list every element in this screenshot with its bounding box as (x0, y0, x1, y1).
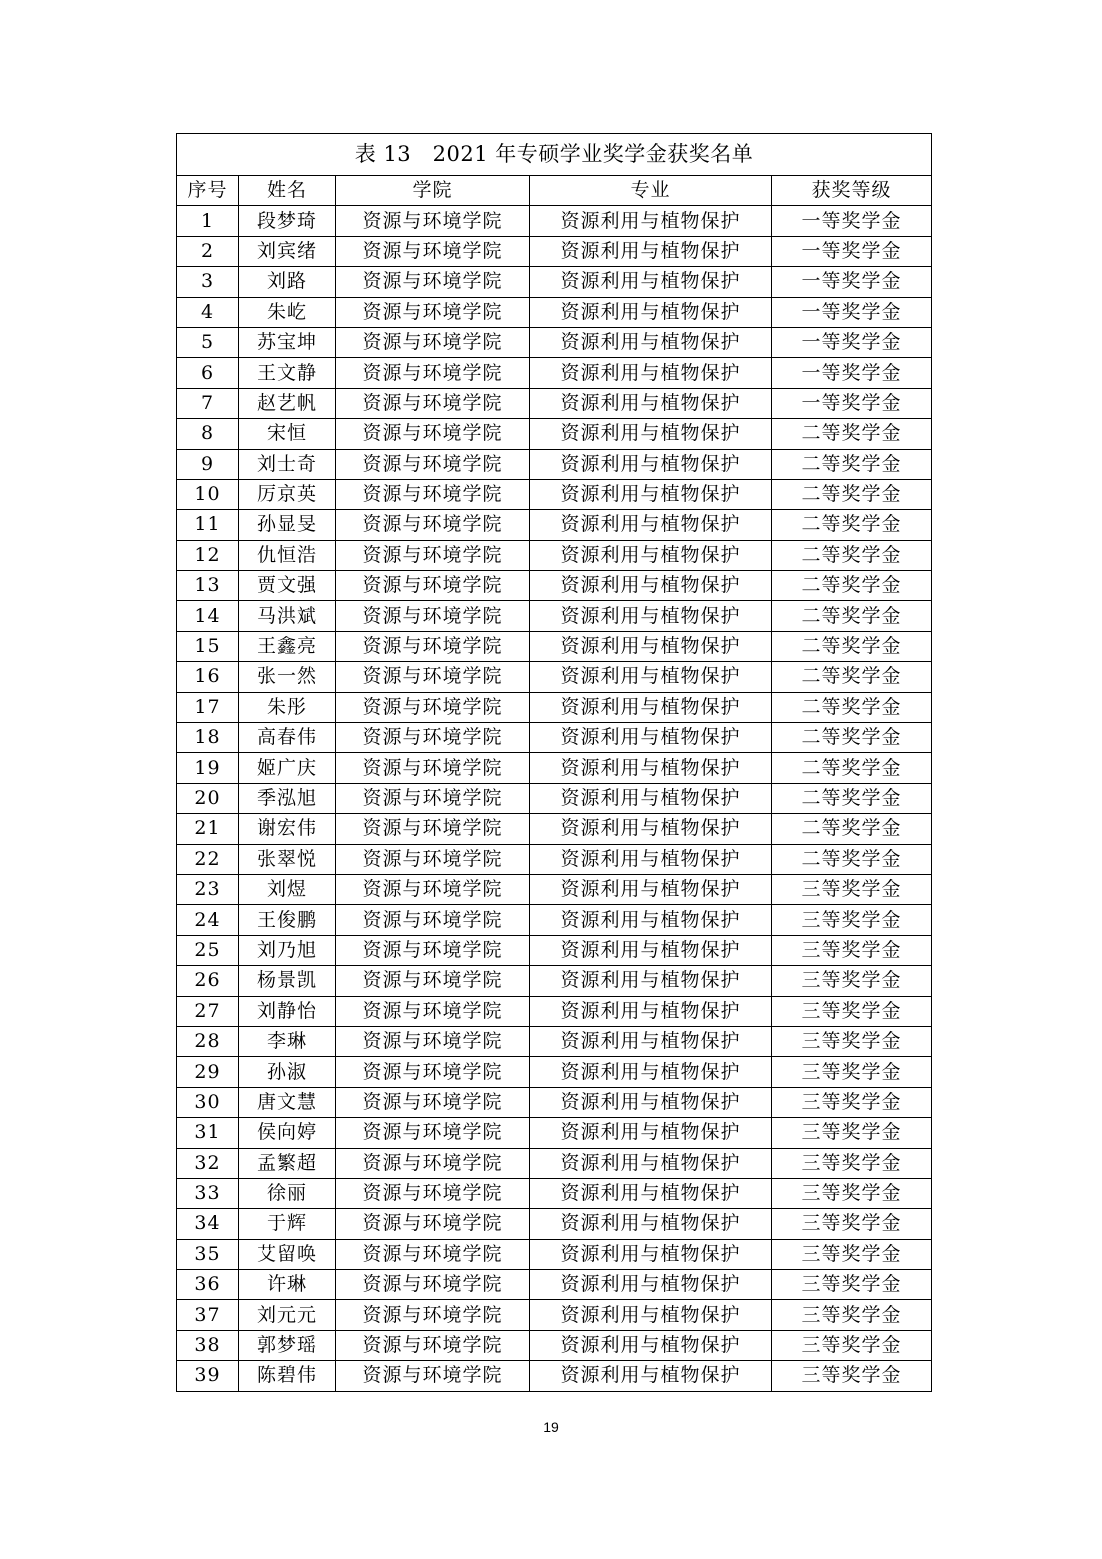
table-row (177, 267, 932, 297)
cell-index: 14 (177, 601, 239, 631)
cell-major: 资源利用与植物保护 (530, 844, 772, 874)
cell-college: 资源与环境学院 (336, 1118, 530, 1148)
cell-award-level: 二等奖学金 (772, 753, 932, 783)
cell-award-level: 二等奖学金 (772, 723, 932, 753)
cell-college: 资源与环境学院 (336, 1239, 530, 1269)
cell-index: 7 (177, 388, 239, 418)
cell-major: 资源利用与植物保护 (530, 327, 772, 357)
cell-index: 9 (177, 449, 239, 479)
table-row (177, 1148, 932, 1178)
table-row (177, 1300, 932, 1330)
cell-major: 资源利用与植物保护 (530, 510, 772, 540)
cell-award-level: 一等奖学金 (772, 358, 932, 388)
table-row (177, 1087, 932, 1117)
cell-index: 30 (177, 1087, 239, 1117)
cell-major: 资源利用与植物保护 (530, 419, 772, 449)
cell-major: 资源利用与植物保护 (530, 479, 772, 509)
cell-name: 王鑫亮 (239, 631, 336, 661)
cell-college: 资源与环境学院 (336, 1087, 530, 1117)
cell-college: 资源与环境学院 (336, 966, 530, 996)
table-header-row (177, 176, 932, 206)
cell-college: 资源与环境学院 (336, 358, 530, 388)
cell-index: 24 (177, 905, 239, 935)
table-row (177, 1209, 932, 1239)
cell-index: 25 (177, 935, 239, 965)
header-major: 专业 (530, 176, 772, 206)
cell-name: 徐丽 (239, 1178, 336, 1208)
cell-index: 22 (177, 844, 239, 874)
cell-award-level: 二等奖学金 (772, 844, 932, 874)
cell-college: 资源与环境学院 (336, 510, 530, 540)
cell-award-level: 三等奖学金 (772, 1270, 932, 1300)
cell-name: 苏宝坤 (239, 327, 336, 357)
table-row (177, 753, 932, 783)
cell-award-level: 一等奖学金 (772, 327, 932, 357)
cell-college: 资源与环境学院 (336, 1178, 530, 1208)
header-index: 序号 (177, 176, 239, 206)
cell-college: 资源与环境学院 (336, 783, 530, 813)
cell-award-level: 三等奖学金 (772, 966, 932, 996)
cell-index: 28 (177, 1026, 239, 1056)
table-row (177, 966, 932, 996)
cell-award-level: 二等奖学金 (772, 692, 932, 722)
cell-college: 资源与环境学院 (336, 692, 530, 722)
cell-college: 资源与环境学院 (336, 236, 530, 266)
table-row (177, 844, 932, 874)
cell-major: 资源利用与植物保护 (530, 1148, 772, 1178)
cell-college: 资源与环境学院 (336, 267, 530, 297)
cell-award-level: 一等奖学金 (772, 267, 932, 297)
cell-college: 资源与环境学院 (336, 206, 530, 236)
cell-college: 资源与环境学院 (336, 814, 530, 844)
cell-name: 刘煜 (239, 874, 336, 904)
cell-name: 侯向婷 (239, 1118, 336, 1148)
cell-major: 资源利用与植物保护 (530, 206, 772, 236)
cell-index: 34 (177, 1209, 239, 1239)
cell-award-level: 二等奖学金 (772, 814, 932, 844)
cell-major: 资源利用与植物保护 (530, 662, 772, 692)
cell-award-level: 二等奖学金 (772, 479, 932, 509)
table-row (177, 662, 932, 692)
cell-college: 资源与环境学院 (336, 905, 530, 935)
cell-college: 资源与环境学院 (336, 571, 530, 601)
cell-award-level: 二等奖学金 (772, 419, 932, 449)
cell-award-level: 一等奖学金 (772, 297, 932, 327)
table-row (177, 1178, 932, 1208)
cell-college: 资源与环境学院 (336, 844, 530, 874)
cell-name: 郭梦瑶 (239, 1330, 336, 1360)
cell-major: 资源利用与植物保护 (530, 540, 772, 570)
cell-name: 马洪斌 (239, 601, 336, 631)
cell-index: 20 (177, 783, 239, 813)
table-row (177, 692, 932, 722)
cell-major: 资源利用与植物保护 (530, 1118, 772, 1148)
table-title-row (177, 134, 932, 176)
cell-index: 1 (177, 206, 239, 236)
cell-college: 资源与环境学院 (336, 419, 530, 449)
cell-award-level: 二等奖学金 (772, 571, 932, 601)
cell-major: 资源利用与植物保护 (530, 1178, 772, 1208)
cell-major: 资源利用与植物保护 (530, 267, 772, 297)
cell-index: 23 (177, 874, 239, 904)
cell-award-level: 三等奖学金 (772, 1330, 932, 1360)
cell-index: 11 (177, 510, 239, 540)
cell-index: 33 (177, 1178, 239, 1208)
table-row (177, 510, 932, 540)
cell-major: 资源利用与植物保护 (530, 1057, 772, 1087)
cell-index: 6 (177, 358, 239, 388)
cell-name: 贾文强 (239, 571, 336, 601)
cell-college: 资源与环境学院 (336, 479, 530, 509)
cell-award-level: 三等奖学金 (772, 1239, 932, 1269)
cell-name: 艾留唤 (239, 1239, 336, 1269)
table-row (177, 814, 932, 844)
cell-college: 资源与环境学院 (336, 1361, 530, 1391)
cell-award-level: 二等奖学金 (772, 631, 932, 661)
cell-index: 37 (177, 1300, 239, 1330)
page-number: 19 (543, 1419, 559, 1435)
table-row (177, 935, 932, 965)
cell-name: 杨景凯 (239, 966, 336, 996)
cell-name: 季泓旭 (239, 783, 336, 813)
cell-award-level: 一等奖学金 (772, 206, 932, 236)
cell-college: 资源与环境学院 (336, 1026, 530, 1056)
cell-major: 资源利用与植物保护 (530, 753, 772, 783)
cell-college: 资源与环境学院 (336, 327, 530, 357)
table-row (177, 1270, 932, 1300)
cell-index: 18 (177, 723, 239, 753)
cell-major: 资源利用与植物保护 (530, 1300, 772, 1330)
cell-college: 资源与环境学院 (336, 753, 530, 783)
cell-name: 孙淑 (239, 1057, 336, 1087)
cell-major: 资源利用与植物保护 (530, 631, 772, 661)
cell-major: 资源利用与植物保护 (530, 1239, 772, 1269)
header-award-level: 获奖等级 (772, 176, 932, 206)
cell-name: 李琳 (239, 1026, 336, 1056)
cell-name: 刘路 (239, 267, 336, 297)
cell-award-level: 二等奖学金 (772, 601, 932, 631)
cell-award-level: 三等奖学金 (772, 996, 932, 1026)
cell-name: 王俊鹏 (239, 905, 336, 935)
table-row (177, 1057, 932, 1087)
table-row (177, 419, 932, 449)
cell-index: 36 (177, 1270, 239, 1300)
table-row (177, 1239, 932, 1269)
cell-college: 资源与环境学院 (336, 540, 530, 570)
cell-name: 厉京英 (239, 479, 336, 509)
cell-name: 孙显旻 (239, 510, 336, 540)
cell-index: 3 (177, 267, 239, 297)
table-row (177, 723, 932, 753)
cell-major: 资源利用与植物保护 (530, 1026, 772, 1056)
table-row (177, 571, 932, 601)
table-row (177, 874, 932, 904)
table-body (177, 206, 932, 1391)
cell-major: 资源利用与植物保护 (530, 966, 772, 996)
cell-major: 资源利用与植物保护 (530, 449, 772, 479)
cell-index: 38 (177, 1330, 239, 1360)
cell-index: 5 (177, 327, 239, 357)
cell-name: 王文静 (239, 358, 336, 388)
cell-index: 27 (177, 996, 239, 1026)
cell-award-level: 一等奖学金 (772, 388, 932, 418)
cell-name: 孟繁超 (239, 1148, 336, 1178)
cell-major: 资源利用与植物保护 (530, 601, 772, 631)
cell-award-level: 三等奖学金 (772, 1118, 932, 1148)
cell-name: 朱彤 (239, 692, 336, 722)
cell-name: 刘乃旭 (239, 935, 336, 965)
table-row (177, 1361, 932, 1391)
table-row (177, 783, 932, 813)
cell-college: 资源与环境学院 (336, 996, 530, 1026)
cell-index: 26 (177, 966, 239, 996)
cell-index: 29 (177, 1057, 239, 1087)
cell-name: 高春伟 (239, 723, 336, 753)
cell-name: 陈碧伟 (239, 1361, 336, 1391)
cell-college: 资源与环境学院 (336, 449, 530, 479)
cell-major: 资源利用与植物保护 (530, 297, 772, 327)
table-row (177, 297, 932, 327)
cell-major: 资源利用与植物保护 (530, 996, 772, 1026)
cell-major: 资源利用与植物保护 (530, 236, 772, 266)
cell-college: 资源与环境学院 (336, 631, 530, 661)
cell-name: 刘士奇 (239, 449, 336, 479)
cell-college: 资源与环境学院 (336, 1300, 530, 1330)
table-row (177, 206, 932, 236)
table-row (177, 449, 932, 479)
cell-name: 宋恒 (239, 419, 336, 449)
header-name: 姓名 (239, 176, 336, 206)
cell-award-level: 三等奖学金 (772, 1209, 932, 1239)
cell-name: 刘宾绪 (239, 236, 336, 266)
cell-award-level: 一等奖学金 (772, 236, 932, 266)
cell-major: 资源利用与植物保护 (530, 1270, 772, 1300)
cell-index: 17 (177, 692, 239, 722)
cell-major: 资源利用与植物保护 (530, 783, 772, 813)
table-row (177, 388, 932, 418)
cell-college: 资源与环境学院 (336, 1209, 530, 1239)
cell-award-level: 三等奖学金 (772, 874, 932, 904)
scholarship-award-table (176, 133, 932, 1392)
cell-major: 资源利用与植物保护 (530, 814, 772, 844)
cell-college: 资源与环境学院 (336, 297, 530, 327)
cell-major: 资源利用与植物保护 (530, 1330, 772, 1360)
table-row (177, 1330, 932, 1360)
cell-name: 刘元元 (239, 1300, 336, 1330)
cell-award-level: 二等奖学金 (772, 540, 932, 570)
cell-award-level: 三等奖学金 (772, 1300, 932, 1330)
cell-name: 刘静怡 (239, 996, 336, 1026)
cell-index: 19 (177, 753, 239, 783)
cell-name: 张翠悦 (239, 844, 336, 874)
table-row (177, 601, 932, 631)
cell-college: 资源与环境学院 (336, 601, 530, 631)
header-college: 学院 (336, 176, 530, 206)
cell-award-level: 三等奖学金 (772, 1057, 932, 1087)
table-row (177, 1026, 932, 1056)
table-row (177, 479, 932, 509)
cell-major: 资源利用与植物保护 (530, 692, 772, 722)
cell-index: 21 (177, 814, 239, 844)
cell-index: 2 (177, 236, 239, 266)
table-row (177, 358, 932, 388)
cell-name: 张一然 (239, 662, 336, 692)
cell-college: 资源与环境学院 (336, 1330, 530, 1360)
cell-college: 资源与环境学院 (336, 723, 530, 753)
cell-award-level: 三等奖学金 (772, 935, 932, 965)
cell-award-level: 三等奖学金 (772, 1148, 932, 1178)
cell-major: 资源利用与植物保护 (530, 1087, 772, 1117)
cell-major: 资源利用与植物保护 (530, 874, 772, 904)
cell-college: 资源与环境学院 (336, 1270, 530, 1300)
cell-major: 资源利用与植物保护 (530, 358, 772, 388)
cell-name: 姬广庆 (239, 753, 336, 783)
cell-major: 资源利用与植物保护 (530, 935, 772, 965)
cell-award-level: 二等奖学金 (772, 510, 932, 540)
cell-award-level: 三等奖学金 (772, 1178, 932, 1208)
cell-college: 资源与环境学院 (336, 1148, 530, 1178)
cell-college: 资源与环境学院 (336, 662, 530, 692)
table-title: 表 13 2021 年专硕学业奖学金获奖名单 (177, 134, 932, 176)
cell-index: 32 (177, 1148, 239, 1178)
cell-college: 资源与环境学院 (336, 388, 530, 418)
cell-college: 资源与环境学院 (336, 874, 530, 904)
cell-college: 资源与环境学院 (336, 1057, 530, 1087)
cell-name: 唐文慧 (239, 1087, 336, 1117)
cell-index: 10 (177, 479, 239, 509)
cell-award-level: 三等奖学金 (772, 1361, 932, 1391)
table-row (177, 236, 932, 266)
cell-award-level: 三等奖学金 (772, 1026, 932, 1056)
cell-index: 16 (177, 662, 239, 692)
cell-major: 资源利用与植物保护 (530, 571, 772, 601)
cell-major: 资源利用与植物保护 (530, 1209, 772, 1239)
cell-index: 39 (177, 1361, 239, 1391)
cell-major: 资源利用与植物保护 (530, 723, 772, 753)
cell-name: 段梦琦 (239, 206, 336, 236)
table-row (177, 905, 932, 935)
cell-index: 4 (177, 297, 239, 327)
cell-index: 12 (177, 540, 239, 570)
cell-index: 35 (177, 1239, 239, 1269)
cell-college: 资源与环境学院 (336, 935, 530, 965)
cell-major: 资源利用与植物保护 (530, 388, 772, 418)
cell-index: 8 (177, 419, 239, 449)
cell-award-level: 三等奖学金 (772, 1087, 932, 1117)
table-row (177, 327, 932, 357)
cell-major: 资源利用与植物保护 (530, 905, 772, 935)
cell-name: 于辉 (239, 1209, 336, 1239)
table-row (177, 540, 932, 570)
cell-name: 赵艺帆 (239, 388, 336, 418)
cell-award-level: 二等奖学金 (772, 783, 932, 813)
cell-index: 31 (177, 1118, 239, 1148)
table-row (177, 996, 932, 1026)
cell-index: 15 (177, 631, 239, 661)
cell-name: 许琳 (239, 1270, 336, 1300)
cell-award-level: 三等奖学金 (772, 905, 932, 935)
cell-award-level: 二等奖学金 (772, 449, 932, 479)
table-row (177, 631, 932, 661)
cell-name: 朱屹 (239, 297, 336, 327)
cell-award-level: 二等奖学金 (772, 662, 932, 692)
cell-major: 资源利用与植物保护 (530, 1361, 772, 1391)
cell-name: 仇恒浩 (239, 540, 336, 570)
table-row (177, 1118, 932, 1148)
cell-name: 谢宏伟 (239, 814, 336, 844)
cell-index: 13 (177, 571, 239, 601)
